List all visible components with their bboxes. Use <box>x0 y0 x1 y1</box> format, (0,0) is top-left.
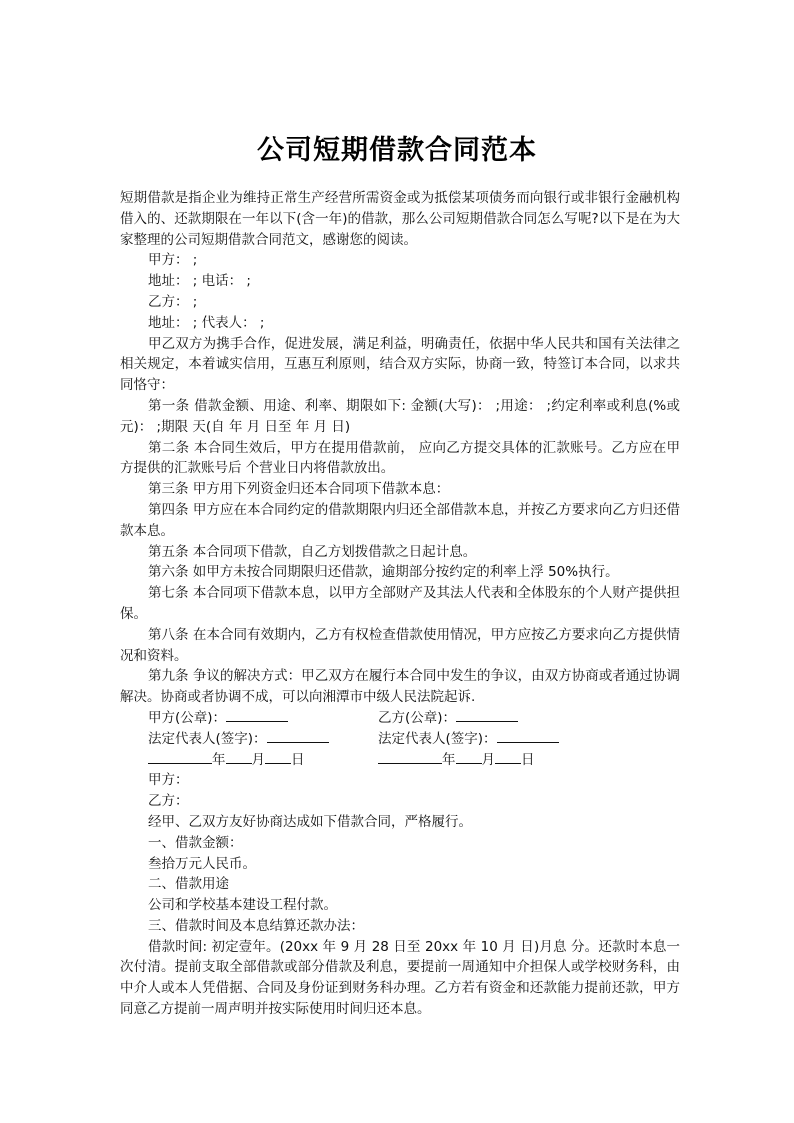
item-2-value: 公司和学校基本建设工程付款。 <box>148 897 337 914</box>
item-3-heading: 三、借款时间及本息结算还款办法： <box>148 917 364 934</box>
date-a-year-label: 年 <box>212 751 226 768</box>
address-phone-line: 地址： ; 电话： ; <box>148 273 251 290</box>
item-1-value: 叁拾万元人民币。 <box>148 855 256 872</box>
date-b-month-label: 月 <box>481 751 495 768</box>
date-b-day-label: 日 <box>521 751 535 768</box>
article-3: 第三条 甲方用下列资金归还本合同项下借款本息： <box>148 481 450 498</box>
preamble-paragraph: 甲乙双方为携手合作，促进发展，满足利益，明确责任，依据中华人民共和国有关法律之相关规定，本着诚实信用，互惠互利原则，结合双方实际，协商一致，特签订本合同，以求共同恪守： <box>120 335 680 394</box>
date-b-day-blank <box>495 750 521 764</box>
date-b-month-blank <box>456 750 482 764</box>
party-b2-line: 乙方： <box>148 793 189 810</box>
date-a <box>120 750 378 771</box>
date-b <box>378 750 678 771</box>
document-title: 公司短期借款合同范本 <box>257 135 537 166</box>
article-9: 第九条 争议的解决方式：甲乙双方在履行本合同中发生的争议，由双方协商或者通过协调解决。协商或者协调不成，可以向湘潭市中级人民法院起诉. <box>120 668 680 706</box>
address-rep-line: 地址： ; 代表人： ; <box>148 314 265 331</box>
date-b-year-label: 年 <box>442 751 456 768</box>
intro-paragraph: 短期借款是指企业为维持正常生产经营所需资金或为抵偿某项债务而向银行或非银行金融机构借入的、还款期限在一年以下(含一年)的借款，那么公司短期借款合同怎么写呢?以下是在为大家整理的公司短期借款合同范文，感谢您的阅读。 <box>120 190 680 248</box>
seal-a-label: 甲方(公章)： <box>148 709 227 726</box>
party-a-line: 甲方： ; <box>148 252 198 269</box>
article-7: 第七条 本合同项下借款本息，以甲方全部财产及其法人代表和全体股东的个人财产提供担保。 <box>120 585 680 622</box>
party-a2-line: 甲方： <box>148 772 189 789</box>
rep-b <box>378 729 678 750</box>
article-8: 第八条 在本合同有效期内，乙方有权检查借款使用情况，甲方应按乙方要求向乙方提供情况和资料。 <box>120 626 680 664</box>
date-a-day-label: 日 <box>291 751 305 768</box>
article-1: 第一条 借款金额、用途、利率、期限如下: 金额(大写)： ;用途： ;约定利率或利息(%或元)： ;期限 天(自 年 月 日至 年 月 日) <box>120 397 680 435</box>
rep-a-blank <box>267 729 329 743</box>
rep-b-blank <box>497 729 559 743</box>
item-1-heading: 一、借款金额： <box>148 834 243 851</box>
document-body <box>120 188 680 1020</box>
seal-b-blank <box>456 708 518 722</box>
date-row <box>120 750 680 771</box>
party-b-line: 乙方： ; <box>148 293 198 310</box>
seal-a-blank <box>226 708 288 722</box>
item-3-text: 借款时间: 初定壹年。(20xx 年 9 月 28 日至 20xx 年 10 月 日)月息 分。还款时本息一次付清。提前支取全部借款或部分借款及利息，要提前一周通知中介担保人或学校财务科，由中介人或本人凭借据、合同及身份证到财务科办理。乙方若有资金和还款能力提前还款，甲方同意乙方提前一周声明并按实际使用时间归还本息。 <box>120 938 680 1018</box>
agreement-line: 经甲、乙双方友好协商达成如下借款合同，严格履行。 <box>148 813 472 830</box>
rep-row <box>120 729 680 750</box>
seal-b <box>378 708 678 729</box>
item-2-heading: 二、借款用途 <box>148 876 229 893</box>
article-4: 第四条 甲方应在本合同约定的借款期限内归还全部借款本息，并按乙方要求向乙方归还借款本息。 <box>120 501 680 539</box>
date-a-month-label: 月 <box>251 751 265 768</box>
date-b-year-blank <box>378 750 442 764</box>
seal-b-label: 乙方(公章)： <box>378 709 457 726</box>
rep-a <box>120 729 378 750</box>
date-a-day-blank <box>265 750 291 764</box>
seal-row <box>120 708 680 729</box>
article-2: 第二条 本合同生效后，甲方在提用借款前， 应向乙方提交具体的汇款账号。乙方应在甲方提供的汇款账号后 个营业日内将借款放出。 <box>120 439 680 477</box>
rep-a-label: 法定代表人(签字)： <box>148 730 267 747</box>
article-6: 第六条 如甲方未按合同期限归还借款，逾期部分按约定的利率上浮 50%执行。 <box>148 564 619 581</box>
seal-a <box>120 708 378 729</box>
date-a-year-blank <box>148 750 212 764</box>
rep-b-label: 法定代表人(签字)： <box>378 730 497 747</box>
article-5: 第五条 本合同项下借款，自乙方划拨借款之日起计息。 <box>148 543 477 560</box>
date-a-month-blank <box>226 750 252 764</box>
